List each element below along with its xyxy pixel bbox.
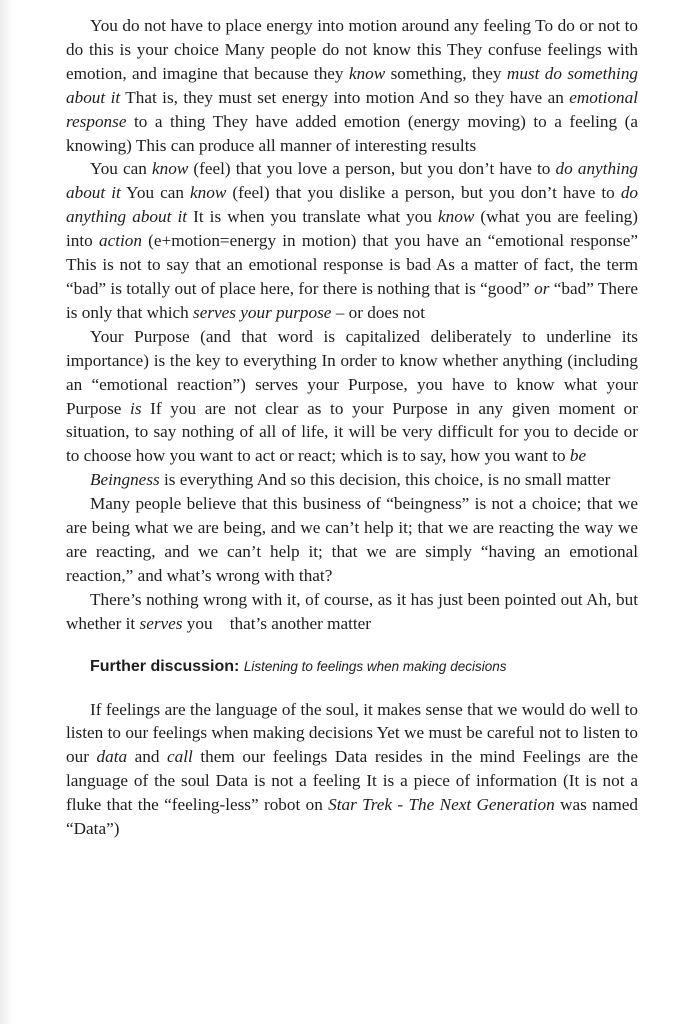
body-text-top (66, 14, 638, 636)
paragraph-p1: You do not have to place energy into motion around any feeling To do or not to do this is your choice Many people do not know this They confuse feelings with emotion, and imagine that because they know something, they must do something about it That is, they must set energy into motion And so they have an emotional response to a thing They have added emotion (energy moving) to a feeling (a knowing) This can produce all manner of interesting results (66, 16, 639, 155)
book-page (66, 14, 638, 841)
paragraph-p3: Your Purpose (and that word is capitalized deliberately to underline its importance) is the key to everything In order to know whether anything (including an “emotional reaction”) serves your Purpose, you have to know what your Purpose is If you are not clear as to your Purpose in any given moment or situation, to say nothing of all of life, it will be very difficult for you to decide or to choose how you want to act or react; which is to say, how you want to be (66, 326, 638, 466)
paragraph-p7: If feelings are the language of the soul, it makes sense that we would do well to listen to our feelings when making decisions Yet we must be careful not to listen to our data and call them our feelings Data resides in the mind Feelings are the language of the soul Data is not a feeling It is a piece of information (It is not a fluke that the “feeling-less” robot on Star Trek - The Next Generation was named “Data”) (66, 699, 638, 839)
paragraph-p4: Beingness is everything And so this decision, this choice, is no small matter (90, 470, 611, 490)
paragraph-p6: There’s nothing wrong with it, of course, as it has just been pointed out Ah, but whether it serves you that’s another matter (66, 589, 638, 633)
body-text-bottom (66, 698, 638, 841)
paragraph-p2: You can know (feel) that you love a person, but you don’t have to do anything about it You can know (feel) that you dislike a person, but you don’t have to do anything about it It is when you translate what you know (what you are feeling) into action (e+motion=energy in motion) that you have an “emotional response” This is not to say that an emotional response is bad As a matter of fact, the term “bad” is totally out of place here, for there is nothing that is “good” or “bad” There is only that which serves your purpose – or does not (66, 159, 639, 322)
page-edge-shade (0, 0, 14, 1024)
section-heading (66, 655, 638, 679)
paragraph-p5: Many people believe that this business of “beingness” is not a choice; that we are being what we are being, and we can’t help it; that we are reacting the way we are reacting, and we can’t help it; that we are simply “having an emotional reaction,” and what’s wrong with that? (66, 494, 638, 585)
section-heading-subtitle: Listening to feelings when making decisions (243, 658, 507, 674)
section-heading-label: Further discussion: (90, 657, 240, 675)
